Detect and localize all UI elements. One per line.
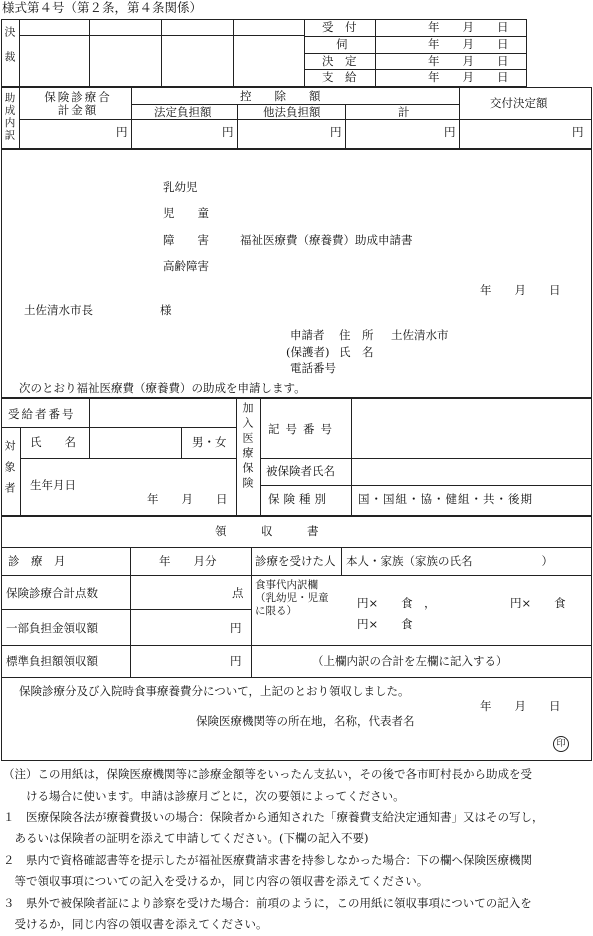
category-infant: 乳幼児 — [163, 180, 198, 194]
approval-receipt-date: 年 月 日 — [428, 20, 509, 34]
subsidy-section-label: 助成内訳 — [3, 92, 16, 142]
standard-burden-note: （上欄内訳の合計を左欄に記入する） — [312, 654, 508, 668]
phone-label: 電話番号 — [290, 361, 336, 375]
insurance-type-options[interactable]: 国・国組・協・健組・共・後期 — [358, 492, 533, 506]
points-unit: 点 — [232, 586, 244, 600]
gender-options[interactable]: 男・女 — [192, 435, 227, 449]
points-label: 保険診療合計点数 — [6, 586, 98, 600]
note-line: ２ 県内で資格確認書等を提示したが福祉医療費請求書を持参しなかった場合：下の欄へ保険医療機関 — [3, 853, 532, 867]
yen-unit: 円 — [330, 125, 342, 139]
name-label: 氏 名 — [339, 345, 374, 359]
category-disability: 障 害 — [163, 233, 209, 247]
category-child: 児 童 — [163, 206, 209, 220]
subject-name-label: 氏 名 — [30, 435, 76, 449]
meal-breakdown-label: 食事代内訳欄（乳幼児・児童に限る） — [255, 579, 329, 617]
insurance-type-label: 保険種別 — [268, 492, 330, 506]
yen-unit: 円 — [222, 125, 234, 139]
patient-label: 診療を受けた人 — [255, 554, 336, 568]
note-line: １ 医療保険各法が療養費扱いの場合：保険者から通知された「療養費支給決定通知書」又はその写し， — [3, 810, 544, 824]
institution-label: 保険医療機関等の所在地，名称，代表者名 — [196, 714, 415, 728]
copay-label: 一部負担金領収額 — [6, 621, 98, 635]
copay-unit: 円 — [230, 621, 242, 635]
recipient-number-label: 受給者番号 — [8, 407, 76, 421]
standard-burden-label: 標準負担額領収額 — [6, 654, 98, 668]
form-title: 様式第４号（第２条，第４条関係） — [2, 0, 203, 15]
form-name: 福祉医療費（療養費）助成申請書 — [240, 233, 413, 247]
yen-unit: 円 — [572, 125, 584, 139]
approval-decision-label: 決 定 — [322, 54, 357, 68]
meal-line-1b: 円× 食 — [510, 596, 566, 610]
col-insurance-total: 保険診療合計金額 — [44, 90, 112, 117]
col-sum: 計 — [398, 105, 410, 119]
addressee: 土佐清水市長 — [24, 303, 93, 317]
application-statement: 次のとおり福祉医療費（療養費）の助成を申請します。 — [19, 381, 306, 395]
guardian-label: (保護者) — [286, 345, 330, 359]
standard-burden-unit: 円 — [230, 654, 242, 668]
applicant-label: 申請者 — [290, 328, 325, 342]
approval-decision-date: 年 月 日 — [428, 54, 509, 68]
birth-date-value: 年 月 日 — [147, 492, 228, 506]
approval-inquiry-label: 伺 — [336, 37, 348, 51]
meal-line-2: 円× 食 — [357, 617, 413, 631]
patient-value: 本人・家族（家族の氏名 ） — [346, 554, 553, 568]
note-line: ３ 県外で被保険者証により診察を受けた場合：前項のように，この用紙に領収事項についての記入を — [3, 896, 532, 910]
note-line: ける場合に使います。申請は診療月ごとに，次の要領によってください。 — [3, 789, 405, 803]
approval-label: 決裁 — [3, 26, 16, 76]
approval-inquiry-date: 年 月 日 — [428, 37, 509, 51]
col-deduction: 控 除 額 — [240, 89, 321, 103]
note-line: あるいは保険者の証明を添えて申請してください。(下欄の記入不要) — [3, 831, 369, 845]
col-decision-amount: 交付決定額 — [490, 96, 548, 110]
subject-label: 対象者 — [3, 440, 16, 503]
honorific: 様 — [160, 303, 172, 317]
symbol-number-label: 記号番号 — [268, 422, 338, 436]
approval-payment-label: 支 給 — [322, 70, 357, 84]
col-legal-burden: 法定負担額 — [154, 105, 212, 119]
insured-name-label: 被保険者氏名 — [266, 464, 335, 478]
yen-unit: 円 — [116, 125, 128, 139]
approval-receipt-label: 受 付 — [322, 20, 357, 34]
meal-line-1a: 円× 食 ， — [357, 596, 436, 610]
note-line: 等で領収事項についての記入を受けるか，同じ内容の領収書を添えてください。 — [3, 874, 429, 888]
col-other-burden: 他法負担額 — [263, 105, 321, 119]
address-label: 住 所 — [339, 328, 374, 342]
note-line: （注）この用紙は，保険医療機関等に診療金額等をいったん支払い，その後で各市町村長から助成を受 — [3, 767, 532, 781]
receipt-statement: 保険診療分及び入院時食事療養費分について，上記のとおり領収しました。 — [19, 684, 410, 698]
birth-date-label: 生年月日 — [30, 478, 76, 492]
approval-payment-date: 年 月 日 — [428, 70, 509, 84]
receipt-date: 年 月 日 — [480, 699, 561, 713]
treatment-month-value: 年 月分 — [159, 554, 217, 568]
seal-mark: 印 — [553, 736, 569, 752]
receipt-title: 領 収 書 — [215, 524, 319, 538]
treatment-month-label: 診 療 月 — [8, 554, 66, 568]
insurance-label: 加入医療保険 — [241, 402, 254, 492]
category-elderly-disability: 高齢障害 — [163, 259, 209, 273]
address-value: 土佐清水市 — [391, 328, 449, 342]
application-date: 年 月 日 — [480, 283, 561, 297]
yen-unit: 円 — [444, 125, 456, 139]
note-line: 受けるか，同じ内容の領収書を添えてください。 — [3, 917, 268, 931]
